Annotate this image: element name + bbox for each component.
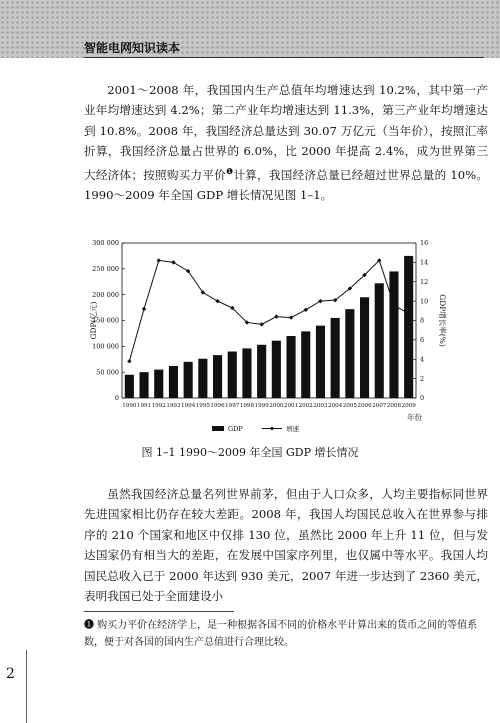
y2-tick-label: 12 bbox=[420, 277, 429, 286]
x-tick-label: 2001 bbox=[283, 403, 299, 409]
growth-rate-point bbox=[289, 315, 293, 319]
gdp-bar bbox=[404, 256, 413, 398]
growth-rate-point bbox=[142, 307, 146, 311]
gdp-bar bbox=[257, 345, 266, 398]
legend-growth-marker bbox=[270, 427, 274, 431]
growth-rate-point bbox=[318, 299, 322, 303]
gdp-bar bbox=[389, 271, 398, 398]
gdp-bar bbox=[242, 348, 251, 398]
x-tick-label: 2004 bbox=[328, 403, 343, 409]
gdp-bar bbox=[345, 309, 354, 398]
x-tick-label: 1995 bbox=[195, 403, 210, 409]
x-axis-label: 年份 bbox=[407, 413, 422, 422]
x-tick-label: 1994 bbox=[181, 403, 196, 409]
x-tick-label: 1997 bbox=[225, 403, 240, 409]
footnote-rule bbox=[84, 611, 234, 612]
growth-rate-point bbox=[274, 314, 278, 318]
header-rule bbox=[84, 57, 484, 58]
growth-rate-point bbox=[157, 258, 161, 262]
growth-rate-point bbox=[127, 359, 131, 363]
y-axis-label: GDP(亿元) bbox=[89, 301, 98, 340]
growth-rate-point bbox=[259, 322, 263, 326]
x-tick-label: 1992 bbox=[151, 403, 166, 409]
growth-rate-point bbox=[171, 260, 175, 264]
y2-tick-label: 0 bbox=[420, 394, 425, 403]
header-band bbox=[0, 0, 500, 58]
growth-rate-point bbox=[304, 308, 308, 312]
x-tick-label: 1993 bbox=[166, 403, 181, 409]
x-tick-label: 2009 bbox=[401, 403, 416, 409]
x-tick-label: 1990 bbox=[122, 403, 137, 409]
legend-growth-label: 增速 bbox=[286, 425, 299, 433]
y2-tick-label: 2 bbox=[420, 374, 425, 383]
x-tick-label: 2003 bbox=[313, 403, 328, 409]
y-tick-label: 200 000 bbox=[92, 290, 119, 299]
paragraph-1 bbox=[84, 80, 488, 205]
running-header-title: 智能电网知识读本 bbox=[84, 41, 181, 55]
gdp-bar bbox=[301, 331, 310, 398]
x-tick-label: 1996 bbox=[210, 403, 225, 409]
gdp-bar bbox=[139, 372, 148, 398]
gdp-bar bbox=[272, 341, 281, 398]
growth-rate-point bbox=[215, 299, 219, 303]
gdp-bar bbox=[125, 375, 134, 398]
legend-gdp-label: GDP bbox=[228, 425, 243, 433]
x-tick-label: 2006 bbox=[357, 403, 372, 409]
gdp-chart bbox=[84, 232, 484, 442]
y-tick-label: 50 000 bbox=[96, 368, 119, 377]
paragraph-2: 虽然我国经济总量名列世界前茅，但由于人口众多，人均主要指标同世界先进国家相比仍存在较大差距。2008 年，我国人均国民总收入在世界参与排序的 210 个国家和地区中仅排 130 位，虽然比 2000 年上升 11 位，但与发达国家仍有相当大的差距，在发展中国家序列里，也仅属中等水平。我国人均国民总收入已于 2000 年达到 930 美元，2007 年进一步达到了 2360 美元，表明我国已处于全面建设小 bbox=[84, 487, 488, 604]
x-tick-label: 2007 bbox=[372, 403, 387, 409]
y2-tick-label: 10 bbox=[420, 297, 429, 306]
y2-axis-label: GDP增长率(%) bbox=[438, 294, 447, 347]
y2-tick-label: 14 bbox=[420, 258, 429, 267]
gdp-bar bbox=[286, 336, 295, 398]
x-tick-label: 1999 bbox=[254, 403, 269, 409]
gdp-bar bbox=[213, 355, 222, 398]
x-tick-label: 1991 bbox=[136, 403, 152, 409]
footnote-marker[interactable]: ❶ bbox=[226, 166, 234, 176]
y2-tick-label: 16 bbox=[420, 239, 429, 248]
x-tick-label: 2008 bbox=[386, 403, 402, 409]
y-tick-label: 250 000 bbox=[92, 265, 119, 274]
y-tick-label: 100 000 bbox=[92, 342, 119, 351]
y-tick-label: 150 000 bbox=[92, 316, 119, 325]
gdp-bar bbox=[375, 283, 384, 398]
x-tick-label: 1998 bbox=[239, 403, 255, 409]
footnote: ❶ 购买力平价在经济学上，是一种根据各国不同的价格水平计算出来的货币之间的等值系数，便于对各国的国内生产总值进行合理比较。 bbox=[84, 620, 478, 648]
gdp-bar bbox=[228, 352, 237, 399]
gdp-bar bbox=[316, 326, 325, 398]
paragraph-1-text: 2001～2008 年，我国国内生产总值年均增速达到 10.2%，其中第一产业年均增速达到 4.2%；第二产业年均增速达到 11.3%，第三产业年均增速达到 10.8%。2008 年，我国经济总量达到 30.07 万亿元（当年价），按照汇率折算，我国经济总量占世界的 6.0%，比 2000 年提高 2.4%，成为世界第三大经济体；按照购买力平价 bbox=[84, 83, 488, 182]
y-tick-label: 300 000 bbox=[92, 239, 119, 248]
gdp-chart-svg bbox=[84, 232, 484, 442]
gdp-bar bbox=[154, 370, 163, 398]
y-tick-label: 0 bbox=[114, 394, 119, 403]
x-tick-label: 2005 bbox=[342, 403, 357, 409]
gdp-bar bbox=[360, 297, 369, 398]
page-margin-rule bbox=[26, 650, 27, 723]
gdp-bar bbox=[331, 318, 340, 398]
paragraph-1-text-rest: 计算，我国经济总量已经超过世界总量的 10%。1990～2009 年全国 GDP 增长情况见图 1–1。 bbox=[84, 167, 488, 202]
x-tick-label: 2002 bbox=[298, 403, 313, 409]
page-number: 2 bbox=[6, 666, 15, 682]
y2-tick-label: 6 bbox=[420, 336, 425, 345]
x-tick-label: 2000 bbox=[269, 403, 284, 409]
gdp-bar bbox=[198, 359, 207, 398]
y2-tick-label: 4 bbox=[420, 355, 425, 364]
gdp-bar bbox=[184, 362, 193, 398]
y2-tick-label: 8 bbox=[420, 316, 425, 325]
legend-gdp-swatch bbox=[212, 426, 224, 431]
figure-caption: 图 1–1 1990～2009 年全国 GDP 增长情况 bbox=[141, 446, 359, 459]
gdp-bar bbox=[169, 366, 178, 398]
